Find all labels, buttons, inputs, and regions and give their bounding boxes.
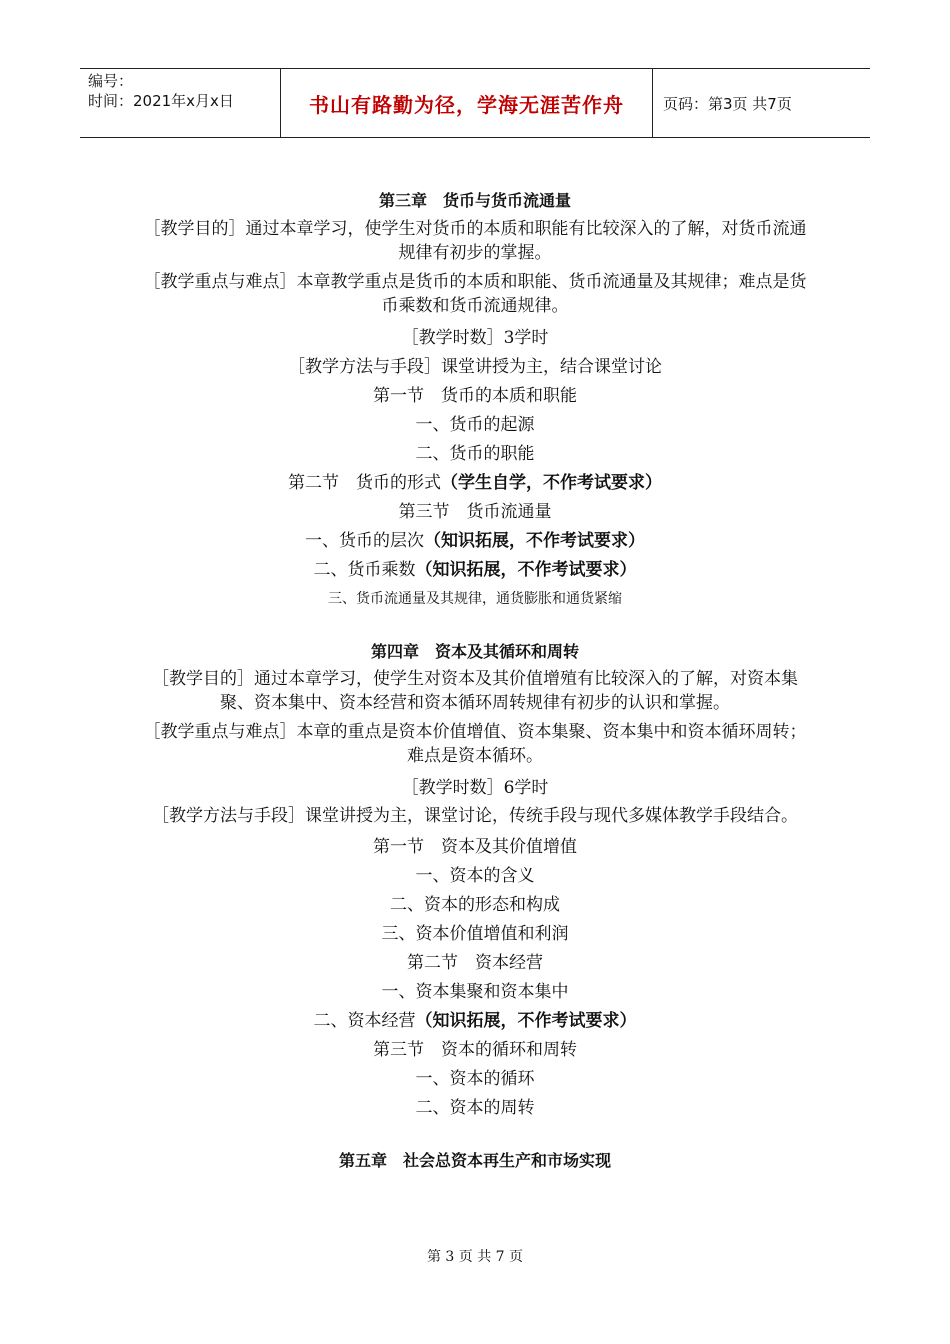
ch4-s3-item-1: 一、资本的循环	[415, 1069, 535, 1089]
chapter-4-title: 第四章 资本及其循环和周转	[370, 642, 579, 661]
ch3-key-points: ［教学重点与难点］本章教学重点是货币的本质和职能、货币流通量及其规律；难点是货币乘数和货币流通规律。	[143, 272, 807, 316]
date-label: 时间：2021年x月x日	[88, 92, 234, 110]
ch4-goal: ［教学目的］通过本章学习，使学生对资本及其价值增殖有比较深入的了解，对资本集聚、资本集中、资本经营和资本循环周转规律有初步的认识和掌握。	[152, 669, 798, 713]
ch4-method: ［教学方法与手段］课堂讲授为主，课堂讨论，传统手段与现代多媒体教学手段结合。	[152, 806, 798, 826]
document-body	[100, 188, 850, 1174]
ch3-s3-item-1	[100, 527, 850, 556]
page-footer: 第 3 页 共 7 页	[426, 1249, 524, 1265]
ch4-key-points: ［教学重点与难点］本章的重点是资本价值增值、资本集聚、资本集中和资本循环周转；难点是资本循环。	[143, 722, 807, 766]
ch3-goal: ［教学目的］通过本章学习，使学生对货币的本质和职能有比较深入的了解，对货币流通规律有初步的掌握。	[143, 219, 807, 263]
ch3-s3-item-2-note: （知识拓展，不作考试要求）	[415, 560, 637, 580]
ch3-s3-item-3: 三、货币流通量及其规律，通货膨胀和通货紧缩	[328, 591, 622, 607]
ch3-section-2	[100, 469, 850, 498]
ch3-hours: ［教学时数］3学时	[401, 328, 549, 348]
ch3-s1-item-1: 一、货币的起源	[415, 415, 535, 435]
ch4-s2-item-2-note: （知识拓展，不作考试要求）	[415, 1011, 637, 1031]
ch4-section-2: 第二节 资本经营	[407, 953, 543, 973]
ch4-hours: ［教学时数］6学时	[401, 778, 549, 798]
header-motto: 书山有路勤为径，学海无涯苦作舟	[281, 69, 653, 137]
ch4-s2-item-1: 一、资本集聚和资本集中	[381, 982, 569, 1002]
header-meta	[80, 69, 281, 137]
header-page-label: 页码：第3页 共7页	[663, 94, 792, 113]
header-table	[80, 68, 870, 138]
ch3-section-2-note: （学生自学，不作考试要求）	[441, 473, 662, 493]
ch4-s1-item-2: 二、资本的形态和构成	[390, 895, 560, 915]
ch4-s2-item-2	[100, 1007, 850, 1036]
ch3-s3-item-1-note: （知识拓展，不作考试要求）	[424, 531, 645, 551]
ch4-section-3: 第三节 资本的循环和周转	[373, 1040, 577, 1060]
number-label: 编号：	[88, 72, 134, 90]
ch3-s3-item-1-title: 一、货币的层次	[305, 531, 424, 551]
ch4-s1-item-1: 一、资本的含义	[415, 866, 535, 886]
ch4-s2-item-2-title: 二、资本经营	[313, 1011, 416, 1031]
ch3-section-2-title: 第二节 货币的形式	[288, 473, 441, 493]
ch3-section-1: 第一节 货币的本质和职能	[373, 386, 577, 406]
chapter-5-title: 第五章 社会总资本再生产和市场实现	[338, 1151, 611, 1170]
ch3-s1-item-2: 二、货币的职能	[415, 444, 535, 464]
ch3-s3-item-2-title: 二、货币乘数	[313, 560, 416, 580]
ch4-s1-item-3: 三、资本价值增值和利润	[381, 924, 569, 944]
ch3-method: ［教学方法与手段］课堂讲授为主，结合课堂讨论	[288, 357, 662, 377]
chapter-3-title: 第三章 货币与货币流通量	[378, 191, 571, 210]
ch4-section-1: 第一节 资本及其价值增值	[373, 837, 577, 857]
ch3-section-3: 第三节 货币流通量	[398, 502, 552, 522]
ch4-s3-item-2: 二、资本的周转	[415, 1098, 535, 1118]
ch3-s3-item-2	[100, 556, 850, 585]
